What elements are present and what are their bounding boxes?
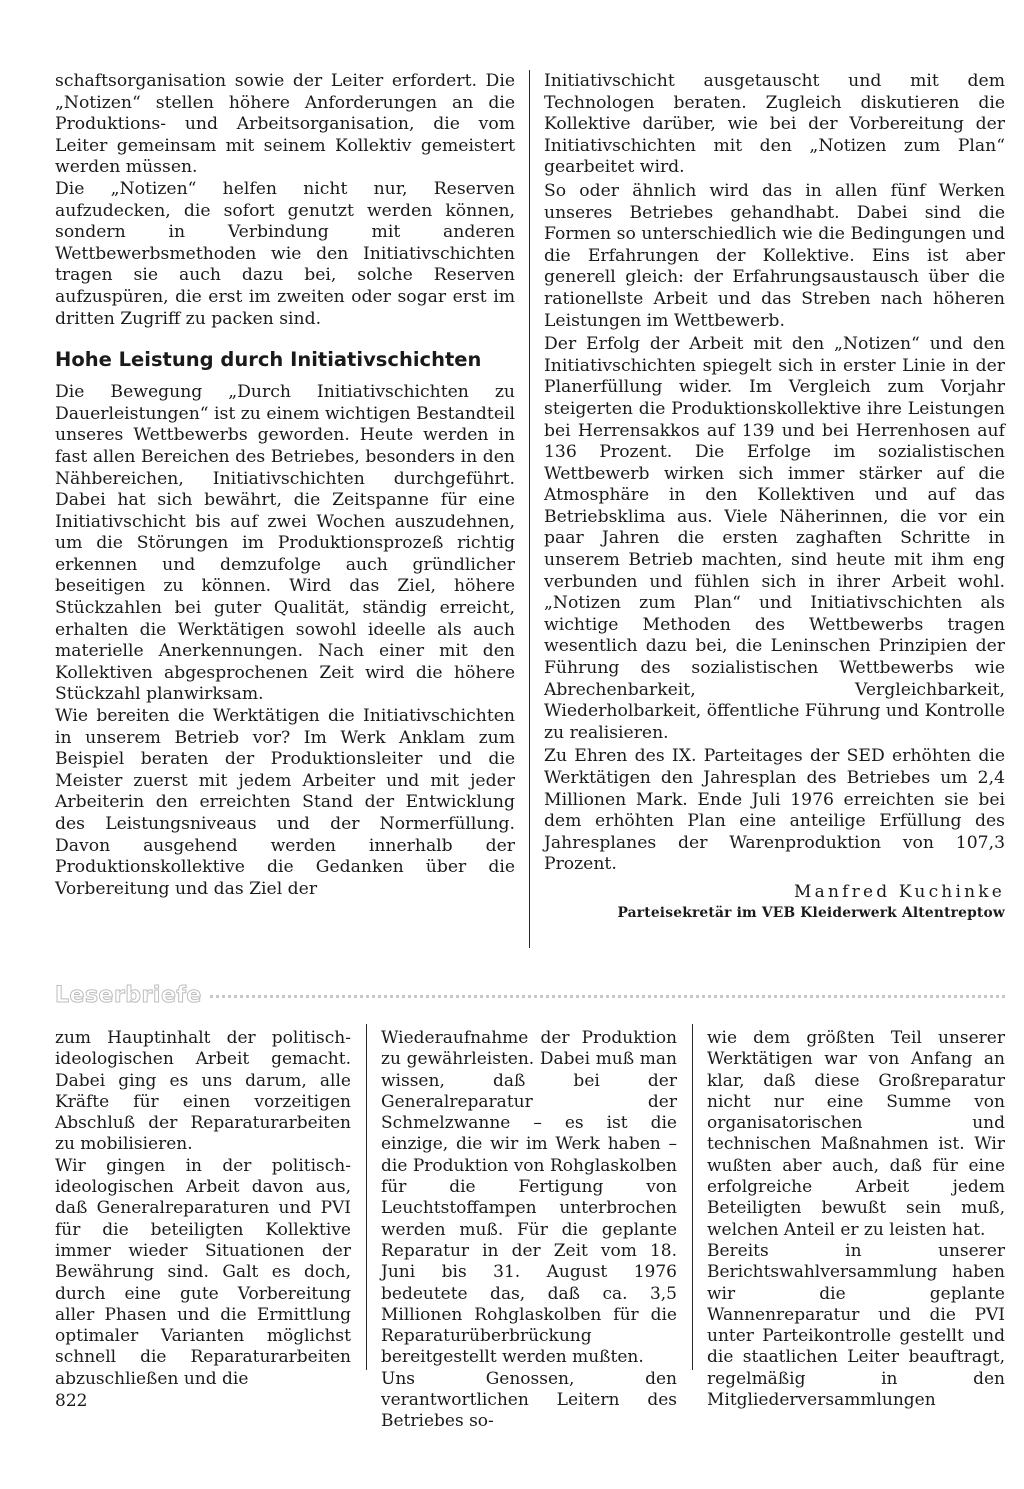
upper-right-column [544, 71, 1005, 922]
paragraph: Der Erfolg der Arbeit mit den „Notizen“ und den Initiativschichten spiegelt sich in erster Linie in der Planerfüllung wider. Im Vergleich zum Vorjahr steigerten die Produktionskollektive ihre Leistungen bei Herrensakkos auf 139 und bei Herrenhosen auf 136 Prozent. Die Erfolge im sozialistischen Wettbewerb wirken sich immer stärker auf die Atmosphäre in den Kollektiven und auf das Betriebsklima aus. Viele Näherinnen, die vor ein paar Jahren die ersten zaghaften Schritte in unserem Betrieb machten, sind heute mit ihm eng verbunden und fühlen sich in ihrer Arbeit wohl. „Notizen zum Plan“ und Initiativschichten als wichtige Methoden des Wettbewerbs tragen wesentlich dazu bei, die Leninschen Prinzipien der Führung des sozialistischen Wettbewerbs wie Abrechenbarkeit, Vergleichbarkeit, Wiederholbarkeit, öffentliche Führung und Kontrolle zu realisieren. [544, 334, 1005, 743]
paragraph: Wir gingen in der politisch-ideologischen Arbeit davon aus, daß Generalreparaturen und PVI für die beteiligten Kollektive immer wieder Situationen der Bewährung sind. Galt es doch, durch eine gute Vorbereitung aller Phasen und die Ermittlung optimaler Varianten möglichst schnell die Reparaturarbeiten abzuschließen und die [55, 1155, 351, 1389]
section-heading: Hohe Leistung durch Initiativschichten [55, 348, 482, 372]
author-affiliation: Parteisekretär im VEB Kleiderwerk Altentreptow [617, 904, 1005, 921]
paragraph: So oder ähnlich wird das in allen fünf Werken unseres Betriebes gehandhabt. Dabei sind die Formen so unterschiedlich wie die Bedingungen und die Erfahrungen der Kollektive. Eins ist aber generell gleich: der Erfahrungsaustausch über die rationellste Arbeit und das Streben nach höheren Leistungen im Wettbewerb. [544, 180, 1005, 331]
column-divider [692, 1024, 693, 1370]
column-divider [529, 70, 530, 948]
section-label: Leserbriefe [55, 983, 202, 1008]
paragraph: Die Bewegung „Durch Initiativschichten zu Dauerleistungen“ ist zu einem wichtigen Bestandteil unseres Wettbewerbs geworden. Heute werden in fast allen Bereichen des Betriebes, besonders in den Nähbereichen, Initiativschichten durchgeführt. Dabei hat sich bewährt, die Zeitspanne für eine Initiativschicht bis auf zwei Wochen auszudehnen, um die Störungen im Produktionsprozeß richtig erkennen und demzufolge auch gründlicher beseitigen zu können. Wird das Ziel, höhere Stückzahlen bei guter Qualität, ständig erreicht, erhalten die Werktätigen sowohl ideelle als auch materielle Anerkennungen. Nach einer mit den Kollektiven abgesprochenen Zeit wird die höhere Stückzahl planwirksam. [55, 382, 515, 705]
paragraph: zum Hauptinhalt der politisch-ideologischen Arbeit gemacht. Dabei ging es uns darum, alle Kräfte für einen vorzeitigen Abschluß der Reparaturarbeiten zu mobilisieren. [55, 1028, 351, 1155]
paragraph: Initiativschicht ausgetauscht und mit dem Technologen beraten. Zugleich diskutieren die Kollektive darüber, wie bei der Vorbereitung der Initiativschichten mit den „Notizen zum Plan“ gearbeitet wird. [544, 71, 1005, 178]
paragraph: Zu Ehren des IX. Parteitages der SED erhöhten die Werktätigen den Jahresplan des Betriebes um 2,4 Millionen Mark. Ende Juli 1976 erreichten sie bei dem erhöhten Plan eine anteilige Erfüllung des Jahresplanes der Warenproduktion von 107,3 Prozent. [544, 746, 1005, 875]
paragraph: Wie bereiten die Werktätigen die Initiativschichten in unserem Betrieb vor? Im Werk Anklam zum Beispiel beraten der Produktionsleiter und die Meister zuerst mit jedem Arbeiter und mit jeder Arbeiterin den erreichten Stand der Entwicklung des Leistungsniveaus und der Normerfüllung. Davon ausgehend werden innerhalb der Produktionskollektive die Gedanken über die Vorbereitung und das Ziel der [55, 706, 515, 899]
section-banner [55, 983, 1005, 1013]
paragraph: Uns Genossen, den verantwortlichen Leitern des Betriebes so- [381, 1368, 677, 1432]
author-name: Manfred Kuchinke [794, 881, 1005, 902]
lower-column-3 [707, 1028, 1005, 1411]
lower-column-2 [381, 1028, 677, 1433]
upper-left-column [55, 71, 515, 900]
paragraph: Wiederaufnahme der Produktion zu gewährleisten. Dabei muß man wissen, daß bei der Generalreparatur der Schmelzwanne – es ist die einzige, die wir im Werk haben – die Produktion von Rohglaskolben für die Fertigung von Leuchtstoffampen unterbrochen werden muß. Für die geplante Reparatur in der Zeit vom 18. Juni bis 31. August 1976 bedeutete das, daß ca. 3,5 Millionen Rohglaskolben für die Reparaturüberbrückung bereitgestellt werden mußten. [381, 1028, 677, 1368]
column-divider [366, 1024, 367, 1370]
paragraph: Die „Notizen“ helfen nicht nur, Reserven aufzudecken, die sofort genutzt werden können, sondern in Verbindung mit anderen Wettbewerbsmethoden wie den Initiativschichten tragen sie auch dazu bei, solche Reserven aufzuspüren, die erst im zweiten oder sogar erst im dritten Zugriff zu packen sind. [55, 178, 515, 329]
lower-column-1 [55, 1028, 351, 1390]
paragraph: schaftsorganisation sowie der Leiter erfordert. Die „Notizen“ stellen höhere Anforderungen an die Produktions- und Arbeitsorganisation, die vom Leiter gemeinsam mit seinem Kollektiv gemeistert werden müssen. [55, 71, 515, 178]
banner-rule [210, 995, 1005, 998]
paragraph: wie dem größten Teil unserer Werktätigen war von Anfang an klar, daß diese Großreparatur nicht nur eine Summe von organisatorischen und technischen Maßnahmen ist. Wir wußten aber auch, daß für eine erfolgreiche Arbeit jedem Beteiligten bewußt sein muß, welchen Anteil er zu leisten hat. [707, 1028, 1005, 1240]
page-number: 822 [55, 1391, 88, 1411]
paragraph: Bereits in unserer Berichtswahlversammlung haben wir die geplante Wannenreparatur und die PVI unter Parteikontrolle gestellt und die staatlichen Leiter beauftragt, regelmäßig in den Mitgliederversammlungen [707, 1240, 1005, 1411]
